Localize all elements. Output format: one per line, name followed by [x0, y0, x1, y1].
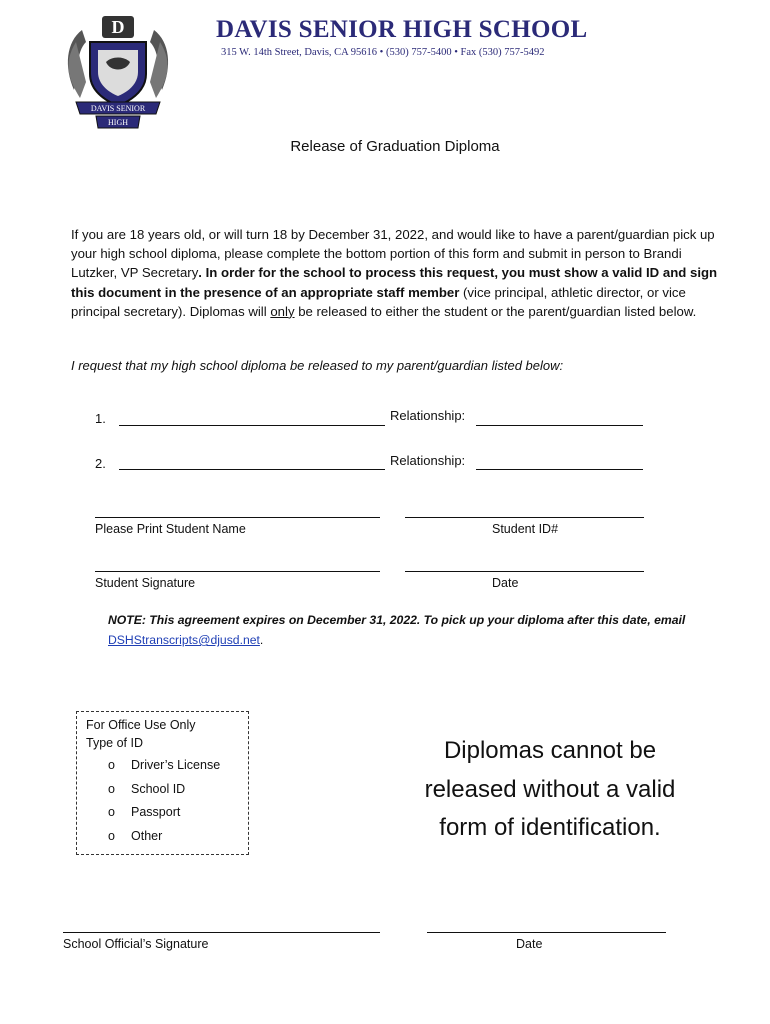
expiration-note [108, 610, 708, 650]
official-date-label: Date [516, 937, 543, 951]
student-signature-field[interactable] [95, 571, 380, 572]
request-statement: I request that my high school diploma be released to my parent/guardian listed below: [71, 358, 564, 373]
svg-text:D: D [111, 17, 125, 37]
checkbox-bullet-icon: o [108, 758, 115, 772]
notice-line-2: released without a valid [424, 775, 676, 803]
official-date-field[interactable] [427, 932, 666, 933]
notice-line-1: Diplomas cannot be [443, 737, 657, 764]
guardian-1-number: 1. [95, 411, 106, 426]
id-option-label: Passport [131, 805, 181, 819]
school-crest-logo [62, 12, 174, 132]
student-date-label: Date [492, 576, 519, 590]
instructions-bold-text: . In order for the school to process this request, you must show a valid ID and sign this document in the presence of an appropriate staff member [71, 265, 718, 300]
id-option-label: Other [131, 829, 163, 843]
school-name: DAVIS SENIOR HIGH SCHOOL [216, 16, 588, 43]
student-name-label: Please Print Student Name [95, 522, 246, 536]
id-option-school-id[interactable] [108, 782, 185, 796]
id-type-label: Type of ID [86, 736, 143, 750]
office-use-title: For Office Use Only [86, 718, 196, 732]
instructions-paragraph [71, 225, 721, 321]
student-name-field[interactable] [95, 517, 380, 518]
id-option-label: Driver’s License [131, 758, 221, 772]
school-crest-icon [62, 12, 174, 132]
note-text: NOTE: This agreement expires on December 31, 2022. To pick up your diploma after this date, email [108, 613, 686, 627]
guardian-2-name-field[interactable] [119, 469, 385, 470]
transcripts-email-link[interactable]: DSHStranscripts@djusd.net [108, 633, 260, 647]
student-id-label: Student ID# [492, 522, 559, 536]
checkbox-bullet-icon: o [108, 829, 115, 843]
student-signature-label: Student Signature [95, 576, 196, 590]
form-title: Release of Graduation Diploma [290, 138, 500, 155]
checkbox-bullet-icon: o [108, 782, 115, 796]
guardian-2-number: 2. [95, 456, 106, 471]
id-option-other[interactable] [108, 829, 162, 843]
instructions-text-1: If you are 18 years old, or will turn 18 by December 31, 2022, and would like to have a parent/guardian pick up your high school diploma, please complete the bottom portion of this form and submit in person to Brandi Lutzker, VP Secretary [71, 227, 715, 281]
checkbox-bullet-icon: o [108, 805, 115, 819]
instructions-text-3: be released to either the student or the parent/guardian listed below. [294, 303, 697, 319]
id-option-drivers-license[interactable] [108, 758, 220, 772]
note-end: . [259, 633, 264, 647]
notice-line-3: form of identification. [439, 814, 661, 841]
guardian-1-relationship-field[interactable] [476, 425, 643, 426]
official-signature-label: School Official’s Signature [63, 937, 209, 951]
guardian-1-name-field[interactable] [119, 425, 385, 426]
student-date-field[interactable] [405, 571, 644, 572]
guardian-1-relationship-label: Relationship: [390, 408, 466, 423]
svg-text:HIGH: HIGH [108, 118, 128, 127]
instructions-text-2: (vice principal, athletic director, or vice principal secretary). Diplomas will [71, 284, 686, 319]
id-required-notice [405, 732, 695, 848]
id-option-passport[interactable] [108, 805, 180, 819]
guardian-2-relationship-label: Relationship: [390, 453, 466, 468]
office-use-heading [86, 716, 196, 752]
svg-text:DAVIS SENIOR: DAVIS SENIOR [90, 104, 146, 113]
student-id-field[interactable] [405, 517, 644, 518]
school-address: 315 W. 14th Street, Davis, CA 95616 • (530) 757-5400 • Fax (530) 757-5492 [221, 47, 545, 58]
id-option-label: School ID [131, 782, 186, 796]
guardian-2-relationship-field[interactable] [476, 469, 643, 470]
instructions-underlined-text: only [270, 303, 295, 319]
official-signature-field[interactable] [63, 932, 380, 933]
